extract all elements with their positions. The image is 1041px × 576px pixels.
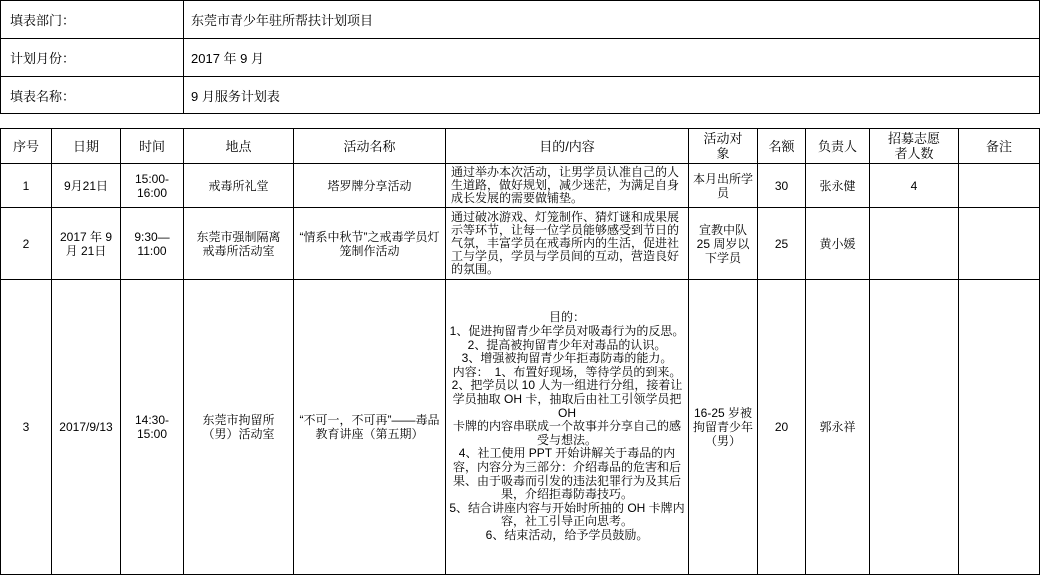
row-1-place: 戒毒所礼堂 bbox=[184, 164, 294, 208]
row-3-date: 2017/9/13 bbox=[52, 280, 121, 575]
row-3-number: 3 bbox=[1, 280, 52, 575]
row-2-place: 东莞市强制隔离戒毒所活动室 bbox=[184, 208, 294, 280]
row-3-leader: 郭永祥 bbox=[806, 280, 870, 575]
content-line: 4、社工使用 PPT 开始讲解关于毒品的内容，内容分为三部分：介绍毒品的危害和后果、由于吸毒而引发的违法犯罪行为及其后果，介绍拒毒防毒技巧。 bbox=[452, 446, 681, 502]
form-name-label: 填表名称： bbox=[1, 77, 184, 114]
content-line: 1、促进拘留青少年学员对吸毒行为的反思。 bbox=[449, 324, 685, 339]
row-2-date: 2017 年 9 月 21日 bbox=[52, 208, 121, 280]
plan-month-value: 2017 年 9 月 bbox=[184, 39, 1040, 77]
plan-month-label: 计划月份： bbox=[1, 39, 184, 77]
row-2-number: 2 bbox=[1, 208, 52, 280]
content-line: 6、结束活动，给予学员鼓励。 bbox=[485, 527, 649, 542]
header-target: 活动对象 bbox=[689, 129, 758, 164]
service-plan-table bbox=[0, 128, 1040, 575]
header-remarks: 备注 bbox=[959, 129, 1040, 164]
content-line: 2、提高被拘留青少年对毒品的认识。 bbox=[467, 337, 667, 352]
row-1-activity-name: 塔罗牌分享活动 bbox=[294, 164, 446, 208]
row-1-date: 9月21日 bbox=[52, 164, 121, 208]
row-3-target: 16-25 岁被拘留青少年（男） bbox=[689, 280, 758, 575]
form-info-table bbox=[0, 0, 1040, 114]
row-3-remarks bbox=[959, 280, 1040, 575]
row-3-place: 东莞市拘留所（男）活动室 bbox=[184, 280, 294, 575]
row-1-target: 本月出所学员 bbox=[689, 164, 758, 208]
row-3-purpose-content bbox=[446, 280, 689, 575]
row-2-target: 宣教中队 25 周岁以下学员 bbox=[689, 208, 758, 280]
row-2-purpose-content: 通过破冰游戏、灯笼制作、猜灯谜和成果展示等环节，让每一位学员能够感受到节日的气氛，丰富学员在戒毒所内的生活，促进社工与学员，学员与学员间的互动，营造良好的氛围。 bbox=[446, 208, 689, 280]
header-place: 地点 bbox=[184, 129, 294, 164]
row-2-quota: 25 bbox=[758, 208, 806, 280]
row-3-quota: 20 bbox=[758, 280, 806, 575]
row-1-quota: 30 bbox=[758, 164, 806, 208]
form-name-value: 9 月服务计划表 bbox=[184, 77, 1040, 114]
row-3-content-lines bbox=[449, 311, 685, 542]
content-line: 卡牌的内容串联成一个故事并分享自己的感受与想法。 bbox=[452, 419, 681, 447]
row-1-time: 15:00-16:00 bbox=[121, 164, 184, 208]
row-2-remarks bbox=[959, 208, 1040, 280]
header-activity-name: 活动名称 bbox=[294, 129, 446, 164]
row-2-activity-name: “情系中秋节”之戒毒学员灯笼制作活动 bbox=[294, 208, 446, 280]
row-1-number: 1 bbox=[1, 164, 52, 208]
row-1-remarks bbox=[959, 164, 1040, 208]
department-label: 填表部门： bbox=[1, 1, 184, 39]
header-quota: 名额 bbox=[758, 129, 806, 164]
department-value: 东莞市青少年驻所帮扶计划项目 bbox=[184, 1, 1040, 39]
row-3-activity-name: “不可一，不可再”——毒品教育讲座（第五期） bbox=[294, 280, 446, 575]
row-1-volunteers: 4 bbox=[870, 164, 959, 208]
row-2-time: 9:30—11:00 bbox=[121, 208, 184, 280]
header-leader: 负责人 bbox=[806, 129, 870, 164]
header-number: 序号 bbox=[1, 129, 52, 164]
content-line: 3、增强被拘留青少年拒毒防毒的能力。 bbox=[461, 351, 673, 366]
content-line: 目的： bbox=[548, 310, 585, 325]
row-2-volunteers bbox=[870, 208, 959, 280]
row-1-leader: 张永健 bbox=[806, 164, 870, 208]
header-date: 日期 bbox=[52, 129, 121, 164]
header-time: 时间 bbox=[121, 129, 184, 164]
content-line: 2、把学员以 10 人为一组进行分组，接着让学员抽取 OH 卡，抽取后由社工引领学员把 OH bbox=[451, 378, 683, 420]
content-line: 5、结合讲座内容与开始时所抽的 OH 卡牌内容，社工引导正向思考。 bbox=[449, 500, 685, 529]
row-3-volunteers bbox=[870, 280, 959, 575]
header-purpose-content: 目的/内容 bbox=[446, 129, 689, 164]
content-line: 内容： 1、布置好现场，等待学员的到来。 bbox=[452, 364, 682, 379]
header-volunteers: 招募志愿者人数 bbox=[870, 129, 959, 164]
row-1-purpose-content: 通过举办本次活动，让男学员认准自己的人生道路，做好规划，减少迷茫，为满足自身成长发展的需要做铺垫。 bbox=[446, 164, 689, 208]
row-3-time: 14:30-15:00 bbox=[121, 280, 184, 575]
row-2-leader: 黄小媛 bbox=[806, 208, 870, 280]
